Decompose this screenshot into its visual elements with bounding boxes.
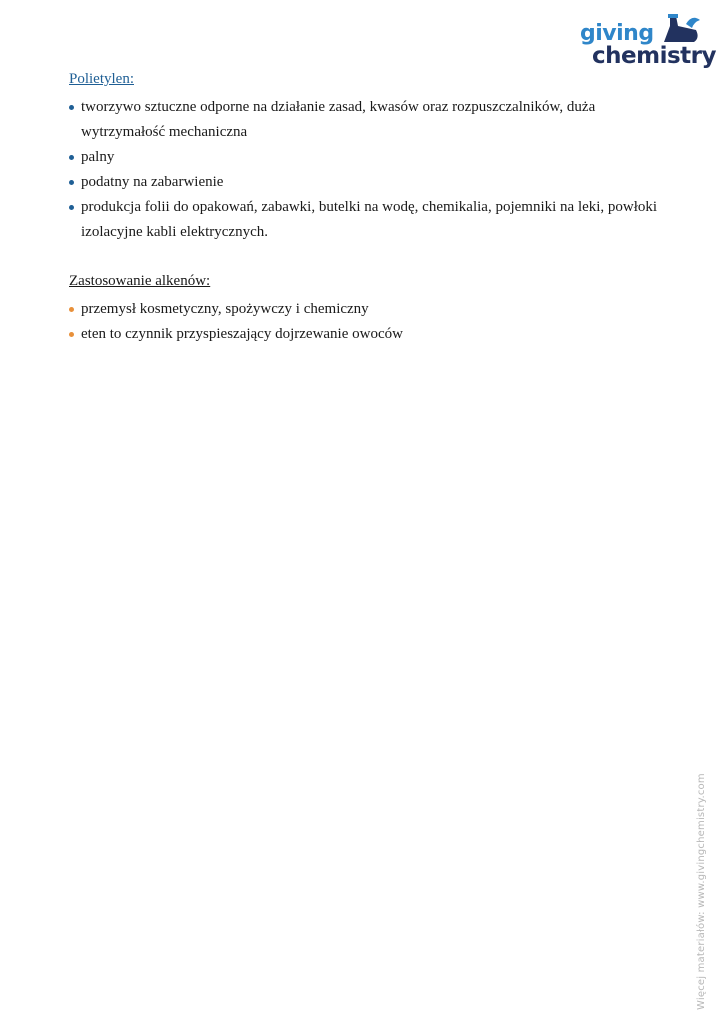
section-heading: Polietylen: bbox=[69, 71, 134, 87]
bullet-icon bbox=[69, 307, 74, 312]
logo-text-chemistry: chemistry bbox=[592, 43, 716, 69]
section-heading: Zastosowanie alkenów: bbox=[69, 273, 211, 289]
section-polietylen bbox=[69, 69, 669, 245]
bullet-list bbox=[69, 297, 669, 347]
list-item: tworzywo sztuczne odporne na działanie zasad, kwasów oraz rozpuszczalników, duża wytrzymałość mechaniczna bbox=[69, 95, 669, 145]
flask-icon bbox=[656, 10, 702, 44]
bullet-list bbox=[69, 95, 669, 245]
logo-text-giving: giving bbox=[580, 21, 654, 46]
list-item: eten to czynnik przyspieszający dojrzewanie owoców bbox=[69, 322, 669, 347]
bullet-icon bbox=[69, 205, 74, 210]
list-item: przemysł kosmetyczny, spożywczy i chemiczny bbox=[69, 297, 669, 322]
section-zastosowanie-alkenow bbox=[69, 271, 669, 347]
giving-chemistry-logo bbox=[578, 10, 718, 72]
bullet-icon bbox=[69, 155, 74, 160]
list-item: produkcja folii do opakowań, zabawki, butelki na wodę, chemikalia, pojemniki na leki, powłoki izolacyjne kabli elektrycznych. bbox=[69, 195, 669, 245]
bullet-icon bbox=[69, 332, 74, 337]
list-item: podatny na zabarwienie bbox=[69, 170, 669, 195]
list-item: palny bbox=[69, 145, 669, 170]
bullet-icon bbox=[69, 180, 74, 185]
side-note-website: Więcej materiałów: www.givingchemistry.com bbox=[696, 773, 707, 1010]
bullet-icon bbox=[69, 105, 74, 110]
